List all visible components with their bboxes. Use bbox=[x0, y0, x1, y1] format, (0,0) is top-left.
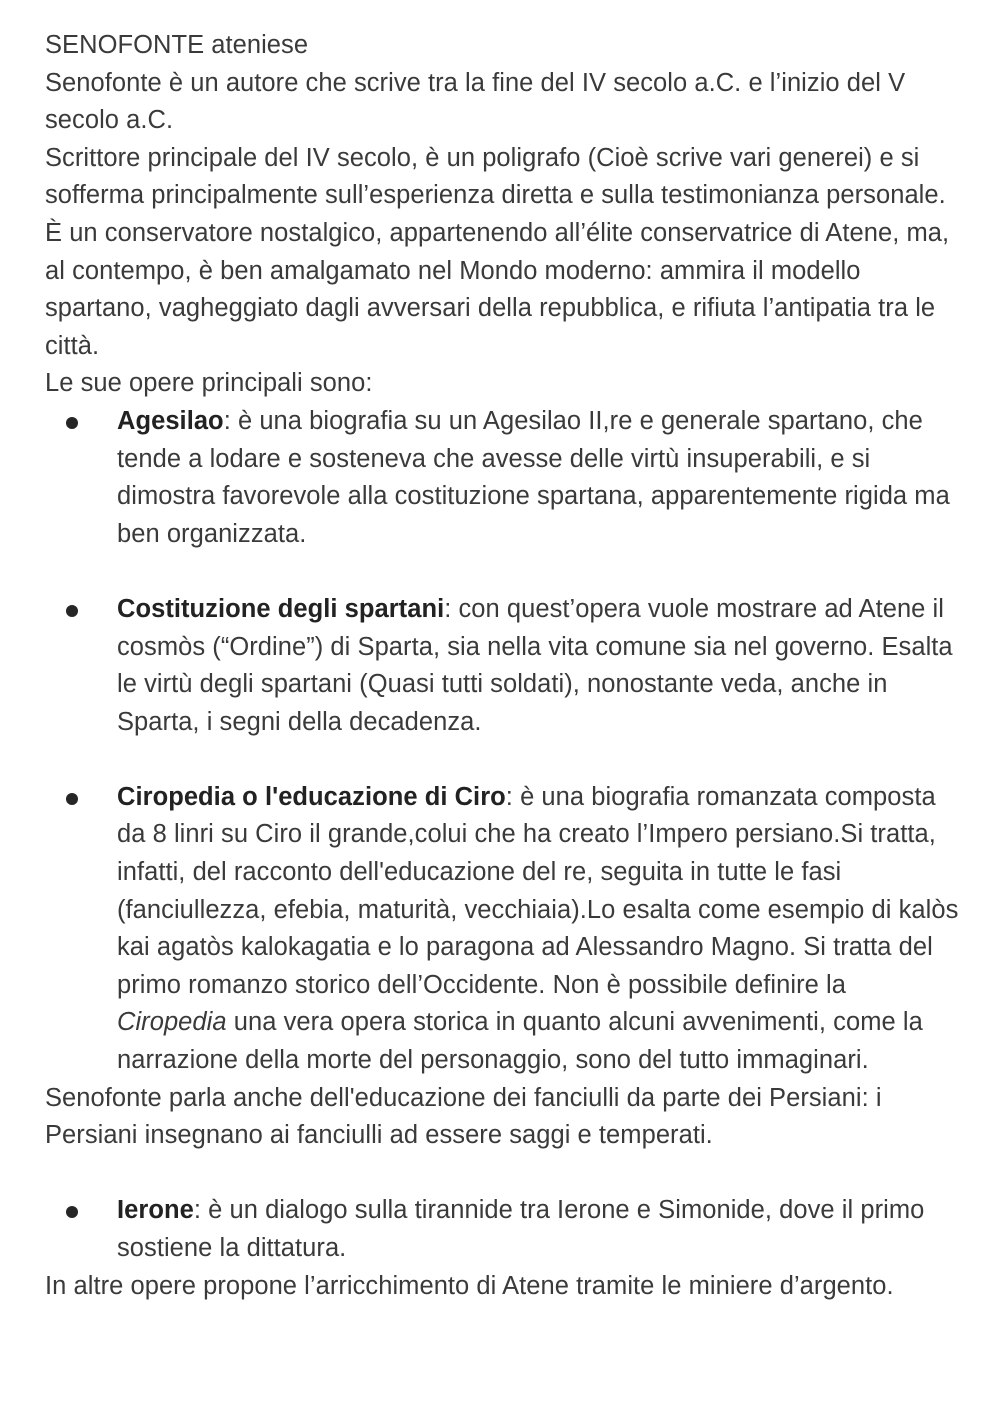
bullet-icon bbox=[66, 1206, 78, 1218]
list-item-ierone bbox=[45, 1192, 960, 1267]
list-item-costituzione bbox=[45, 591, 960, 741]
document-title: SENOFONTE ateniese bbox=[45, 31, 309, 59]
work-description: : è una biografia romanzata composta da 8 linri su Ciro il grande,colui che ha creato l’Impero persiano.Si tratta, infatti, del racconto dell'educazione del re, seguita in tutte le fasi (fanciullezza, efebia, maturità, vecchiaia).Lo esalta come esempio di kalòs kai agatòs kalokagatia e lo paragona ad Alessandro Magno. Si tratta del primo romanzo storico dell’Occidente. Non è possibile definire la bbox=[117, 782, 959, 999]
work-description: : con quest’opera vuole mostrare ad Atene il cosmòs (“Ordine”) di Sparta, sia nella vita comune sia nel governo. Esalta le virtù degli spartani (Quasi tutti soldati), nonostante veda, anche in Sparta, i segni della decadenza. bbox=[117, 594, 953, 736]
work-title: Ciropedia o l'educazione di Ciro bbox=[117, 782, 506, 811]
list-item-ciropedia bbox=[45, 779, 960, 1080]
bullet-icon bbox=[66, 605, 78, 617]
work-title: Ierone bbox=[117, 1196, 194, 1225]
paragraph-spacer bbox=[45, 1155, 960, 1193]
work-description: : è un dialogo sulla tirannide tra Ierone e Simonide, dove il primo sostiene la dittatura. bbox=[117, 1196, 925, 1262]
list-spacer bbox=[45, 553, 960, 591]
list-item-agesilao bbox=[45, 403, 960, 553]
bullet-icon bbox=[66, 417, 78, 429]
list-spacer bbox=[45, 741, 960, 779]
bullet-icon bbox=[66, 793, 78, 805]
intro-description-paragraph: Scrittore principale del IV secolo, è un poligrafo (Cioè scrive vari generei) e si sofferma principalmente sull’esperienza diretta e sulla testimonianza personale. È un conservatore nostalgico, appartenendo all’élite conservatrice di Atene, ma, al contempo, è ben amalgamato nel Mondo moderno: ammira il modello spartano, vagheggiato dagli avversari della repubblica, e rifiuta l’antipatia tra le città. bbox=[45, 143, 950, 360]
document-body bbox=[45, 27, 960, 1305]
closing-paragraph: In altre opere propone l’arricchimento di Atene tramite le miniere d’argento. bbox=[45, 1271, 894, 1300]
works-intro: Le sue opere principali sono: bbox=[45, 369, 373, 398]
works-list-continued bbox=[45, 1192, 960, 1267]
persians-note-paragraph: Senofonte parla anche dell'educazione dei fanciulli da parte dei Persiani: i Persiani insegnano ai fanciulli ad essere saggi e temperati. bbox=[45, 1083, 882, 1150]
works-list bbox=[45, 403, 960, 1080]
work-title: Agesilao bbox=[117, 406, 224, 435]
work-title: Costituzione degli spartani bbox=[117, 594, 445, 623]
intro-dates-paragraph: Senofonte è un autore che scrive tra la fine del IV secolo a.C. e l’inizio del V secolo a.C. bbox=[45, 68, 906, 135]
work-italic-title: Ciropedia bbox=[117, 1008, 227, 1037]
work-description: : è una biografia su un Agesilao II,re e generale spartano, che tende a lodare e sosteneva che avesse delle virtù insuperabili, e si dimostra favorevole alla costituzione spartana, apparentemente rigida ma ben organizzata. bbox=[117, 406, 950, 548]
work-description-continued: una vera opera storica in quanto alcuni avvenimenti, come la narrazione della morte del personaggio, sono del tutto immaginari. bbox=[117, 1008, 923, 1075]
